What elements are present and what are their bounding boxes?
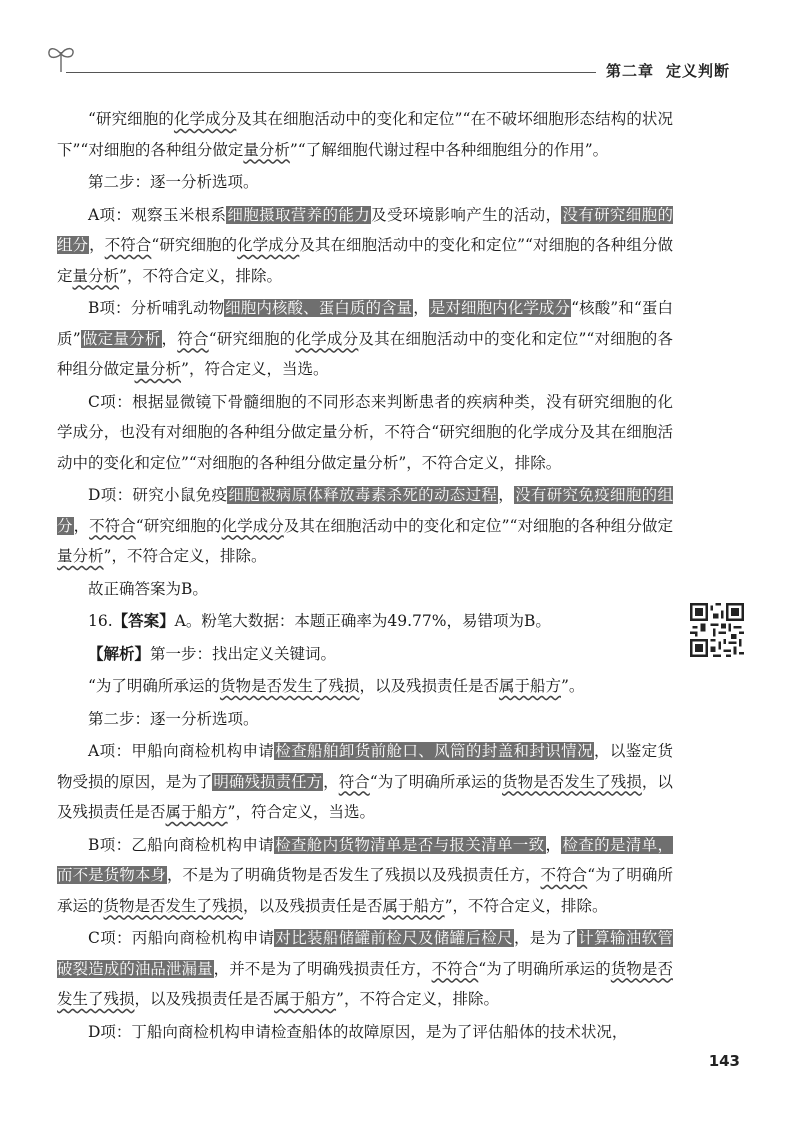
highlight: 是对细胞内化学成分 — [429, 299, 571, 317]
option-c: C项：根据显微镜下骨髓细胞的不同形态来判断患者的疾病种类，没有研究细胞的化学成分，也没有对细胞的各种组分做定量分析，不符合“研究细胞的化学成分及其在细胞活动中的变化和定位”“对细胞的各种组分做定量分析”，不符合定义，排除。 — [57, 392, 673, 472]
underlined-term: 属于船方 — [165, 803, 228, 821]
analysis-bracket: 【解析】 — [88, 643, 151, 663]
underlined-term: 属于船方 — [382, 896, 445, 915]
highlight: 明确残损责任方 — [213, 772, 323, 791]
highlight: 计算输油软管破裂造成的油品泄漏量 — [57, 929, 673, 978]
sprout-icon — [46, 40, 76, 74]
highlight: 检查船舶卸货前舱口、风筒的封盖和封识情况 — [275, 742, 593, 760]
underlined-term: 化学成分 — [173, 110, 237, 128]
underlined-term: 化学成分 — [237, 236, 300, 254]
header-rule — [66, 72, 596, 73]
highlight: 没有研究细胞的组分 — [57, 205, 673, 254]
highlight: 检查的是清单，而不是货物本身 — [57, 835, 673, 884]
underlined-term: 化学成分 — [221, 516, 284, 535]
conclusion: 故正确答案为B。 — [88, 579, 208, 598]
underlined-term: 货物是否发生了残损 — [57, 959, 673, 1008]
step-two-16: 第二步：逐一分析选项。 — [88, 709, 259, 728]
option-a: A项：观察玉米根系细胞摄取营养的能力及受环境影响产生的活动，没有研究细胞的组分，不符合“研究细胞的化学成分及其在细胞活动中的变化和定位”“对细胞的各种组分做定量分析”，不符合定义，排除。 — [57, 205, 673, 285]
option-b: B项：分析哺乳动物细胞内核酸、蛋白质的含量，是对细胞内化学成分“核酸”和“蛋白质”做定量分析，符合“研究细胞的化学成分及其在细胞活动中的变化和定位”“对细胞的各种组分做定量分析”，符合定义，当选。 — [57, 299, 673, 378]
page-number: 143 — [708, 1052, 740, 1070]
highlight: 细胞被病原体释放毒素杀死的动态过程 — [228, 486, 498, 504]
underlined-term: 符合 — [338, 772, 370, 791]
underlined-term: 货物是否发生了残损 — [502, 772, 642, 791]
underlined-term: 量分析 — [72, 266, 120, 285]
chapter-heading — [606, 60, 730, 81]
analysis-step-one: 【解析】第一步：找出定义关键词。 — [88, 643, 337, 663]
chapter-title: 定义判断 — [666, 62, 731, 80]
underlined-term: 化学成分 — [295, 329, 359, 348]
underlined-term: 不符合 — [89, 516, 136, 535]
question-16-answer: 16.【答案】A。粉笔大数据：本题正确率为49.77%，易错项为B。 — [88, 611, 551, 630]
page-body — [57, 104, 673, 1049]
underlined-term: 不符合 — [431, 959, 479, 978]
underlined-term: 量分析 — [134, 360, 182, 378]
paragraph-definition-keywords: “研究细胞的化学成分及其在细胞活动中的变化和定位”“在不破坏细胞形态结构的状况下”“对细胞的各种组分做定量分析”“了解细胞代谢过程中各种细胞组分的作用”。 — [57, 110, 673, 159]
highlight: 没有研究免疫细胞的组分 — [57, 486, 673, 535]
answer-bracket: 【答案】 — [112, 611, 175, 630]
underlined-term: 不符合 — [104, 236, 152, 254]
highlight: 做定量分析 — [81, 329, 161, 348]
underlined-term: 货物是否发生了残损 — [219, 677, 360, 695]
underlined-term: 不符合 — [540, 866, 588, 884]
highlight: 细胞摄取营养的能力 — [227, 205, 371, 224]
underlined-term: 属于船方 — [498, 677, 561, 695]
highlight: 细胞内核酸、蛋白质的含量 — [225, 299, 413, 317]
highlight: 对比装船储罐前检尺及储罐后检尺 — [275, 929, 513, 947]
q16-option-a: A项：甲船向商检机构申请检查船舶卸货前舱口、风筒的封盖和封识情况，以鉴定货物受损的原因，是为了明确残损责任方，符合“为了明确所承运的货物是否发生了残损，以及残损责任是否属于船方”，符合定义，当选。 — [57, 742, 673, 821]
definition-keyword-quote: “为了明确所承运的货物是否发生了残损，以及残损责任是否属于船方”。 — [88, 677, 585, 695]
step-two: 第二步：逐一分析选项。 — [88, 173, 259, 191]
underlined-term: 符合 — [177, 329, 209, 348]
q16-option-c: C项：丙船向商检机构申请对比装船储罐前检尺及储罐后检尺，是为了计算输油软管破裂造成的油品泄漏量，并不是为了明确残损责任方，不符合“为了明确所承运的货物是否发生了残损，以及残损责任是否属于船方”，不符合定义，排除。 — [57, 929, 673, 1008]
page-header — [0, 0, 800, 100]
qr-code-icon[interactable] — [690, 603, 744, 657]
option-d: D项：研究小鼠免疫细胞被病原体释放毒素杀死的动态过程，没有研究免疫细胞的组分，不符合“研究细胞的化学成分及其在细胞活动中的变化和定位”“对细胞的各种组分做定量分析”，不符合定义，排除。 — [57, 486, 673, 565]
underlined-term: 量分析 — [243, 140, 290, 159]
underlined-term: 量分析 — [57, 547, 104, 565]
underlined-term: 属于船方 — [274, 990, 337, 1008]
highlight: 检查舱内货物清单是否与报关清单一致 — [275, 835, 545, 854]
q16-option-d: D项：丁船向商检机构申请检查船体的故障原因，是为了评估船体的技术状况， — [88, 1022, 628, 1041]
chapter-label: 第二章 — [606, 62, 655, 80]
q16-option-b: B项：乙船向商检机构申请检查舱内货物清单是否与报关清单一致，检查的是清单，而不是货物本身，不是为了明确货物是否发生了残损以及残损责任方，不符合“为了明确所承运的货物是否发生了残损，以及残损责任是否属于船方”，不符合定义，排除。 — [57, 835, 673, 915]
underlined-term: 货物是否发生了残损 — [103, 896, 244, 915]
